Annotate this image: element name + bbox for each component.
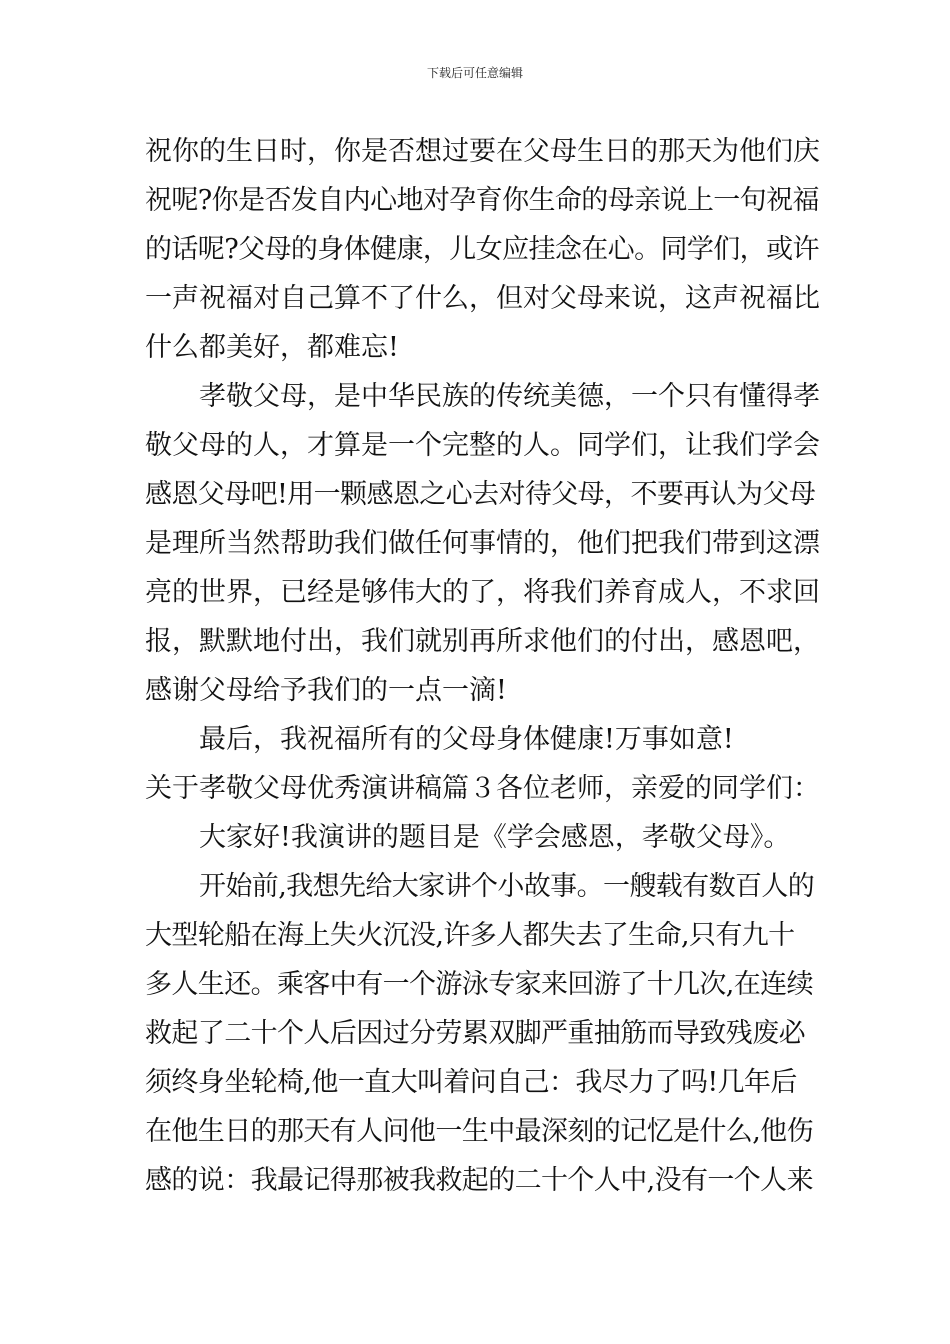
text-line: 报，默默地付出，我们就别再所求他们的付出，感恩吧，	[145, 626, 820, 657]
text-line: 须终身坐轮椅,他一直大叫着问自己：我尽力了吗!几年后	[145, 1067, 797, 1098]
paragraph-4	[145, 813, 815, 862]
section-title: 关于孝敬父母优秀演讲稿篇３	[145, 773, 496, 804]
page-header: 下载后可任意编辑	[426, 66, 523, 80]
paragraph-3	[145, 715, 815, 764]
text-line: 孝敬父母，是中华民族的传统美德，一个只有懂得孝	[199, 381, 820, 412]
text-line: 的话呢?父母的身体健康，儿女应挂念在心。同学们，或许	[145, 234, 819, 265]
text-line: 是理所当然帮助我们做任何事情的，他们把我们带到这漂	[145, 528, 820, 559]
text-line: 感谢父母给予我们的一点一滴!	[145, 675, 507, 706]
document-body	[145, 127, 820, 1205]
text-line: 祝你的生日时，你是否想过要在父母生日的那天为他们庆	[145, 136, 820, 167]
text-line: 在他生日的那天有人问他一生中最深刻的记忆是什么,他伤	[145, 1116, 813, 1147]
paragraph-1	[145, 127, 820, 372]
text-line: 感恩父母吧!用一颗感恩之心去对待父母，不要再认为父母	[145, 479, 816, 510]
text-line: 敬父母的人，才算是一个完整的人。同学们，让我们学会	[145, 430, 820, 461]
text-line: 大型轮船在海上失火沉没,许多人都失去了生命,只有九十	[145, 920, 795, 951]
text-line: 什么都美好，都难忘!	[145, 332, 399, 363]
text-line: 救起了二十个人后因过分劳累双脚严重抽筋而导致残废必	[145, 1018, 805, 1049]
text-line: 开始前,我想先给大家讲个小故事。一艘载有数百人的	[199, 871, 815, 902]
text-line: 最后，我祝福所有的父母身体健康!万事如意!	[199, 724, 734, 755]
section-heading	[145, 764, 820, 813]
text-line: 祝呢?你是否发自内心地对孕育你生命的母亲说上一句祝福	[145, 185, 819, 216]
paragraph-5	[145, 862, 815, 1205]
text-line: 感的说：我最记得那被我救起的二十个人中,没有一个人来	[145, 1165, 813, 1196]
text-line: 一声祝福对自己算不了什么，但对父母来说，这声祝福比	[145, 283, 820, 314]
text-line: 亮的世界，已经是够伟大的了，将我们养育成人，不求回	[145, 577, 820, 608]
paragraph-2	[145, 372, 820, 715]
section-greeting: 各位老师，亲爱的同学们：	[496, 773, 820, 804]
text-line: 多人生还。乘客中有一个游泳专家来回游了十几次,在连续	[145, 969, 813, 1000]
text-line: 大家好!我演讲的题目是《学会感恩，孝敬父母》。	[199, 822, 791, 853]
